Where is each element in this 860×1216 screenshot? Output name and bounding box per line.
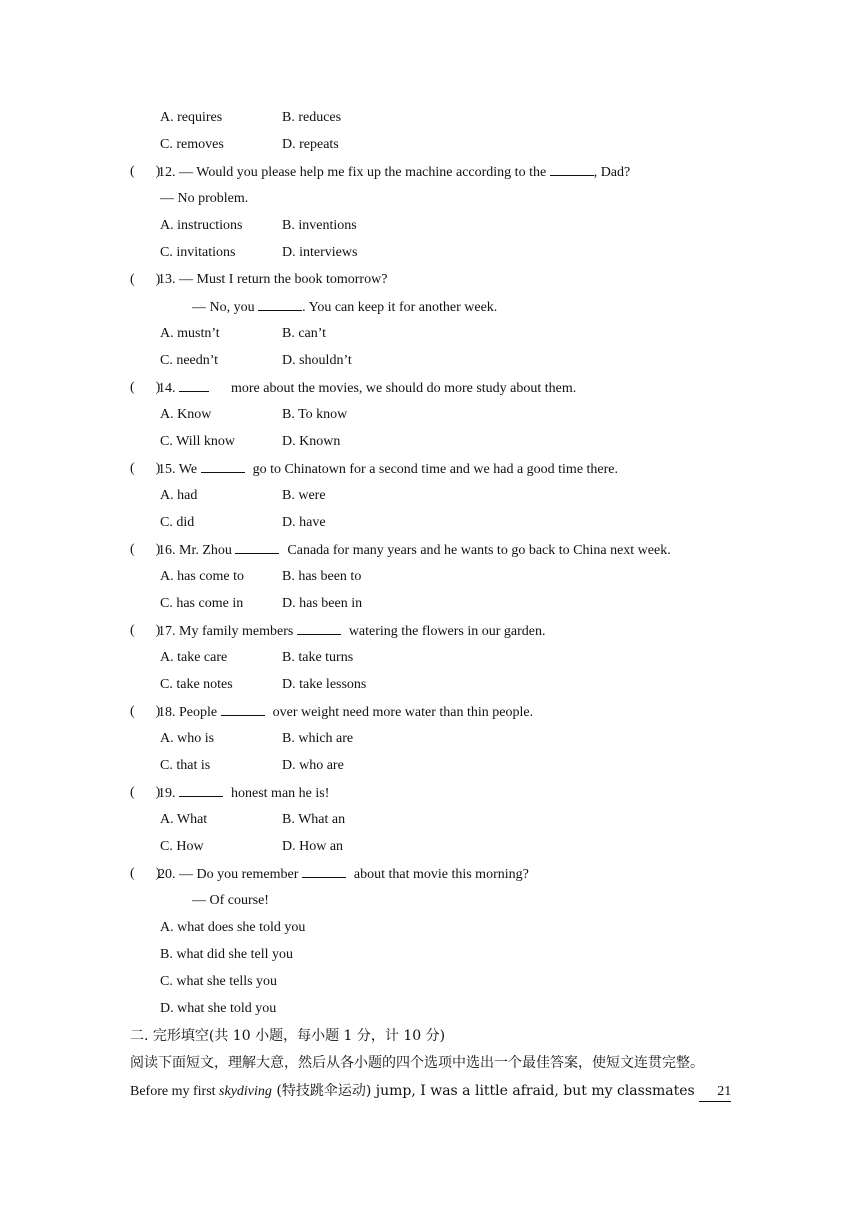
q18-text-post: over weight need more water than thin people. (272, 705, 534, 720)
q15-option-c: C. did (160, 515, 195, 530)
q20-option-d: D. what she told you (160, 1001, 277, 1016)
q13-reply-post: . You can keep it for another week. (302, 300, 498, 315)
q16-text-post: Canada for many years and he wants to go back to China next week. (287, 543, 671, 558)
q12-blank[interactable] (550, 163, 594, 176)
q15-blank[interactable] (201, 460, 245, 473)
q12-option-c: C. invitations (160, 245, 236, 260)
passage-text-pre: Before my first (130, 1084, 220, 1099)
q14-text-post: more about the movies, we should do more study about them. (231, 381, 577, 396)
q12-question (158, 163, 630, 182)
q19-option-c: C. How (160, 839, 204, 854)
q14-answer-paren[interactable]: ( ) (130, 380, 161, 395)
q20-text-pre: 20. — Do you remember (158, 867, 302, 882)
q14-option-b: B. To know (282, 407, 348, 422)
q19-option-b: B. What an (282, 812, 346, 827)
q20-text-post: about that movie this morning? (353, 867, 529, 882)
q16-option-a: A. has come to (160, 569, 244, 584)
q15-text-pre: 15. We (158, 462, 201, 477)
q16-question (158, 541, 671, 560)
q11-option-b: B. reduces (282, 110, 342, 125)
q20-option-c: C. what she tells you (160, 974, 278, 989)
q14-option-c: C. Will know (160, 434, 236, 449)
q15-option-a: A. had (160, 488, 198, 503)
q18-question (158, 703, 533, 722)
q12-text-post: , Dad? (593, 165, 631, 180)
q11-option-d: D. repeats (282, 137, 339, 152)
q13-reply-pre: ― No, you (192, 300, 259, 315)
q12-answer-paren[interactable]: ( ) (130, 164, 161, 179)
q12-option-a: A. instructions (160, 218, 243, 233)
q11-option-c: C. removes (160, 137, 224, 152)
q19-answer-paren[interactable]: ( ) (130, 785, 161, 800)
q14-question (158, 379, 576, 398)
q17-option-d: D. take lessons (282, 677, 367, 692)
q17-text-post: watering the flowers in our garden. (348, 624, 546, 639)
q13-option-b: B. can’t (282, 326, 327, 341)
q18-blank[interactable] (221, 703, 265, 716)
q18-option-a: A. who is (160, 731, 215, 746)
q17-option-b: B. take turns (282, 650, 354, 665)
q13-option-d: D. shouldn’t (282, 353, 352, 368)
q18-option-b: B. which are (282, 731, 354, 746)
q15-option-d: D. have (282, 515, 326, 530)
q15-text-post: go to Chinatown for a second time and we had a good time there. (252, 462, 619, 477)
q17-question (158, 622, 546, 641)
q19-blank[interactable] (179, 784, 223, 797)
q13-reply (192, 298, 497, 317)
q16-answer-paren[interactable]: ( ) (130, 542, 161, 557)
q17-blank[interactable] (297, 622, 341, 635)
q15-option-b: B. were (282, 488, 326, 503)
q20-reply: — Of course! (192, 893, 269, 908)
q18-answer-paren[interactable]: ( ) (130, 704, 161, 719)
q12-option-d: D. interviews (282, 245, 358, 260)
q13-answer-paren[interactable]: ( ) (130, 272, 161, 287)
q19-text-post: honest man he is! (231, 786, 330, 801)
q17-answer-paren[interactable]: ( ) (130, 623, 161, 638)
passage-text-mid: (特技跳伞运动) jump, I was a little afraid, but my classmates (271, 1083, 700, 1099)
q15-question (158, 460, 618, 479)
q14-option-d: D. Known (282, 434, 341, 449)
q16-option-b: B. has been to (282, 569, 362, 584)
q19-option-d: D. How an (282, 839, 344, 854)
q14-blank[interactable] (179, 379, 209, 392)
q20-question (158, 865, 529, 884)
q16-blank[interactable] (235, 541, 279, 554)
q18-option-c: C. that is (160, 758, 211, 773)
q12-text-pre: 12. — Would you please help me fix up the machine according to the (158, 165, 550, 180)
q20-blank[interactable] (302, 865, 346, 878)
q18-option-d: D. who are (282, 758, 344, 773)
q13-option-a: A. mustn’t (160, 326, 220, 341)
q15-answer-paren[interactable]: ( ) (130, 461, 161, 476)
q20-option-a: A. what does she told you (160, 920, 306, 935)
section-instruction: 阅读下面短文，理解大意，然后从各小题的四个选项中选出一个最佳答案，使短文连贯完整。 (130, 1055, 704, 1071)
blank-21[interactable]: 21 (699, 1083, 731, 1102)
passage-italic-term: skydiving (219, 1084, 272, 1099)
q13-question: 13. ― Must I return the book tomorrow? (158, 272, 388, 287)
q13-option-c: C. needn’t (160, 353, 219, 368)
q17-option-c: C. take notes (160, 677, 233, 692)
q14-text-pre: 14. (158, 381, 179, 396)
q19-question (158, 784, 329, 803)
q16-option-c: C. has come in (160, 596, 244, 611)
q11-option-a: A. requires (160, 110, 223, 125)
q16-text-pre: 16. Mr. Zhou (158, 543, 236, 558)
q18-text-pre: 18. People (158, 705, 221, 720)
q12-reply: — No problem. (160, 191, 249, 206)
section-heading: 二. 完形填空(共 10 小题，每小题 1 分，计 10 分) (130, 1028, 446, 1044)
q20-answer-paren[interactable]: ( ) (130, 866, 161, 881)
q19-text-pre: 19. (158, 786, 179, 801)
q20-option-b: B. what did she tell you (160, 947, 293, 962)
q14-option-a: A. Know (160, 407, 212, 422)
q19-option-a: A. What (160, 812, 208, 827)
q13-blank[interactable] (258, 298, 302, 311)
q16-option-d: D. has been in (282, 596, 363, 611)
q12-option-b: B. inventions (282, 218, 357, 233)
passage-first-line (130, 1082, 731, 1102)
q17-option-a: A. take care (160, 650, 228, 665)
q17-text-pre: 17. My family members (158, 624, 297, 639)
